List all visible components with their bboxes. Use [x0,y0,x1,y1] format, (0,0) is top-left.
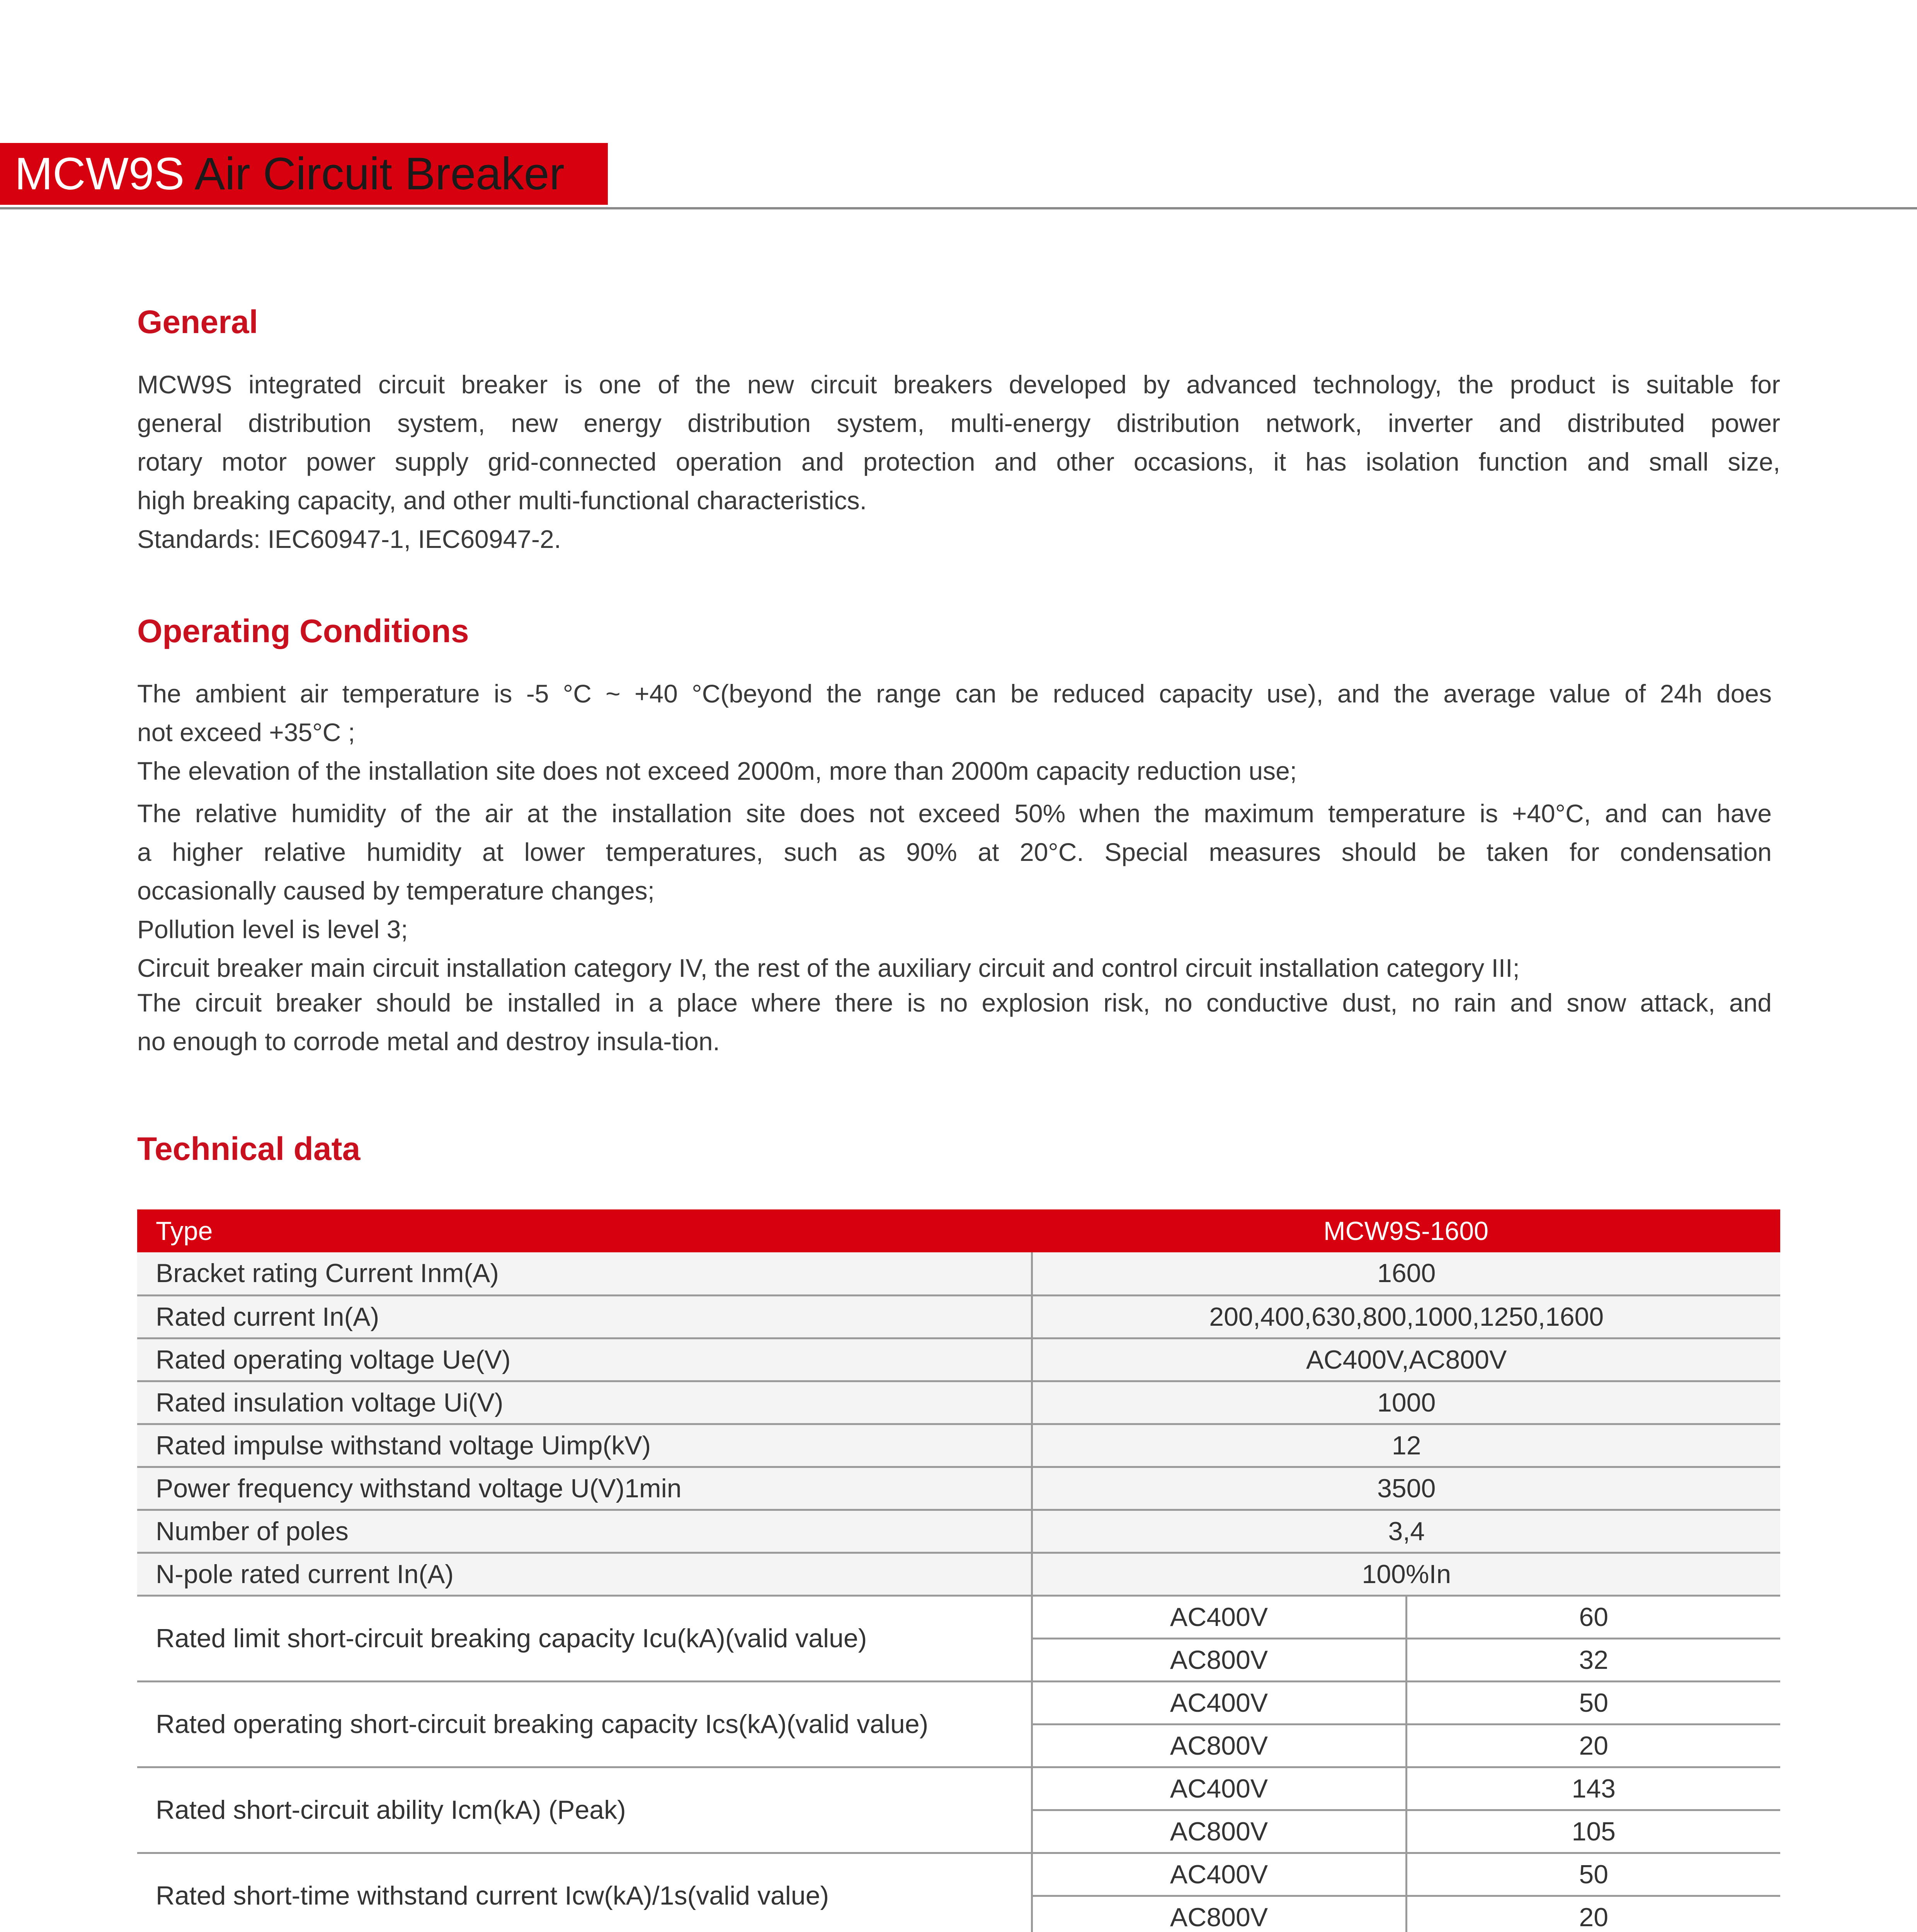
condition-line: The circuit breaker should be installed in a place where there is no explosion risk, no conductive dust, no rain and snow attack, and [137,988,1772,1017]
table-header-row [137,1209,1780,1252]
row-label: N-pole rated current In(A) [137,1553,1032,1595]
value-cell: 50 [1406,1681,1780,1724]
row-label: Rated short-time withstand current Icw(kA)/1s(valid value) [137,1853,1032,1932]
pollution-line: Pollution level is level 3; [137,915,408,944]
table-row [137,1467,1780,1510]
technical-data-heading: Technical data [137,1131,361,1167]
row-label: Rated current In(A) [137,1295,1032,1338]
general-paragraph [137,365,1780,558]
value-cell: 105 [1406,1810,1780,1853]
condition-line: a higher relative humidity at lower temperatures, such as 90% at 20°C. Special measures should be taken for condensation [137,838,1772,866]
model-header: MCW9S-1600 [1032,1209,1780,1252]
row-label: Power frequency withstand voltage U(V)1min [137,1467,1032,1510]
voltage-cell: AC800V [1032,1724,1406,1767]
row-value: 3,4 [1032,1510,1780,1553]
row-value: 100%In [1032,1553,1780,1595]
condition-line: The relative humidity of the air at the installation site does not exceed 50% when the maximum temperature is +40°C, and can have [137,799,1772,828]
table-row [137,1553,1780,1595]
voltage-cell: AC400V [1032,1853,1406,1896]
technical-data-table [137,1209,1780,1932]
product-code: MCW9S [15,148,185,199]
row-label: Rated operating voltage Ue(V) [137,1338,1032,1381]
operating-conditions-heading: Operating Conditions [137,613,469,649]
value-cell: 20 [1406,1724,1780,1767]
standards-line: Standards: IEC60947-1, IEC60947-2. [137,525,561,553]
table-row [137,1767,1780,1810]
voltage-cell: AC800V [1032,1638,1406,1681]
row-label: Number of poles [137,1510,1032,1553]
general-line: general distribution system, new energy distribution system, multi-energy distribution network, inverter and distributed power [137,409,1780,437]
page-title [15,143,565,205]
voltage-cell: AC800V [1032,1896,1406,1932]
table-row [137,1595,1780,1638]
row-label: Rated short-circuit ability Icm(kA) (Peak) [137,1767,1032,1853]
humidity-paragraph [137,794,1772,987]
row-value: AC400V,AC800V [1032,1338,1780,1381]
voltage-cell: AC400V [1032,1767,1406,1810]
installation-paragraph [137,983,1772,1061]
table-row [137,1424,1780,1467]
table-row [137,1338,1780,1381]
value-cell: 50 [1406,1853,1780,1896]
voltage-cell: AC400V [1032,1681,1406,1724]
table-row [137,1381,1780,1424]
general-line: high breaking capacity, and other multi-functional characteristics. [137,486,867,515]
row-value: 1000 [1032,1381,1780,1424]
value-cell: 60 [1406,1595,1780,1638]
row-value: 200,400,630,800,1000,1250,1600 [1032,1295,1780,1338]
table-row [137,1252,1780,1295]
condition-line: The ambient air temperature is -5 °C ~ +40 °C(beyond the range can be reduced capacity use), and the average value of 24h does [137,679,1772,708]
general-heading: General [137,304,258,340]
row-label: Rated limit short-circuit breaking capacity Icu(kA)(valid value) [137,1595,1032,1681]
value-cell: 20 [1406,1896,1780,1932]
row-value: 1600 [1032,1252,1780,1295]
row-label: Rated impulse withstand voltage Uimp(kV) [137,1424,1032,1467]
value-cell: 143 [1406,1767,1780,1810]
row-label: Bracket rating Current Inm(A) [137,1252,1032,1295]
voltage-cell: AC400V [1032,1595,1406,1638]
condition-line: no enough to corrode metal and destroy insula-tion. [137,1027,720,1056]
general-line: MCW9S integrated circuit breaker is one of the new circuit breakers developed by advanced technology, the product is suitable for [137,370,1780,399]
row-label: Rated operating short-circuit breaking capacity Ics(kA)(valid value) [137,1681,1032,1767]
product-name: Air Circuit Breaker [184,148,565,199]
table-row [137,1681,1780,1724]
table-row [137,1853,1780,1896]
row-label: Rated insulation voltage Ui(V) [137,1381,1032,1424]
table-row [137,1510,1780,1553]
condition-line: not exceed +35°C ; [137,718,355,747]
voltage-cell: AC800V [1032,1810,1406,1853]
row-value: 3500 [1032,1467,1780,1510]
elevation-line: The elevation of the installation site does not exceed 2000m, more than 2000m capacity reduction use; [137,757,1297,785]
general-line: rotary motor power supply grid-connected operation and protection and other occasions, it has isolation function and small size, [137,447,1780,476]
value-cell: 32 [1406,1638,1780,1681]
condition-line: occasionally caused by temperature changes; [137,876,655,905]
row-value: 12 [1032,1424,1780,1467]
category-line: Circuit breaker main circuit installation category IV, the rest of the auxiliary circuit and control circuit installation category III; [137,954,1520,982]
header-divider [0,207,1917,209]
table-row [137,1295,1780,1338]
type-header: Type [137,1209,1032,1252]
temperature-paragraph [137,674,1772,790]
